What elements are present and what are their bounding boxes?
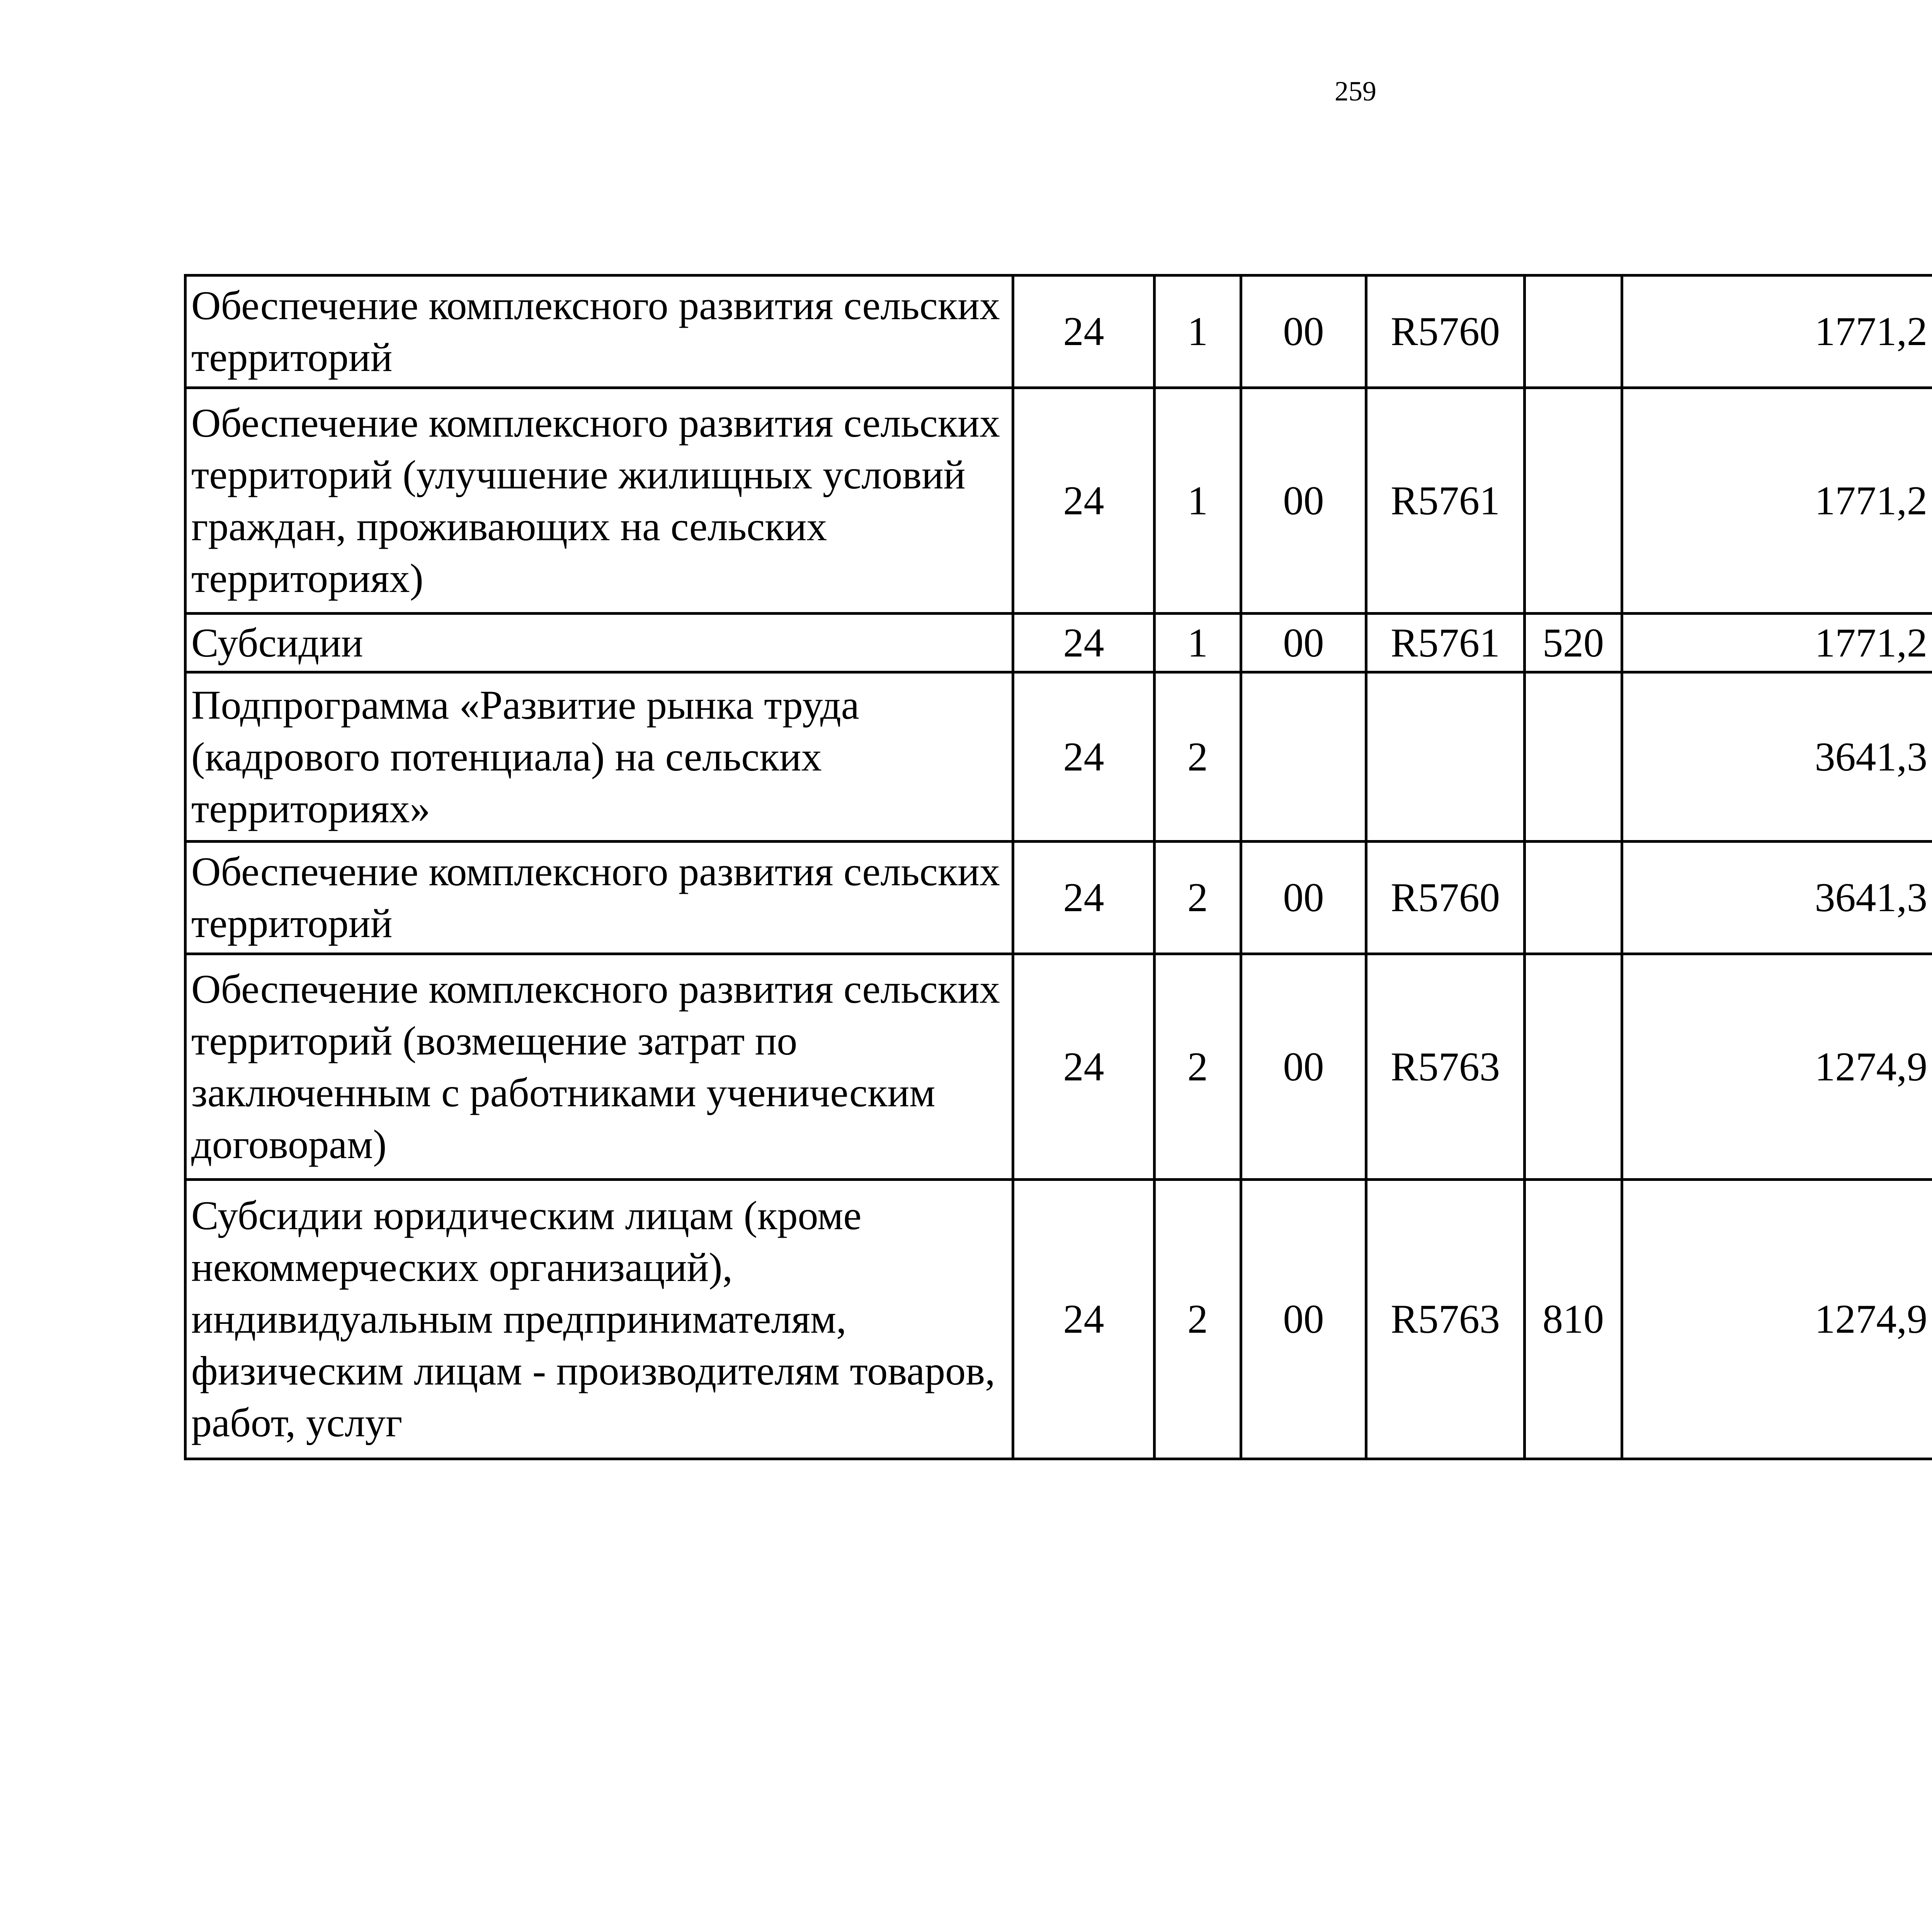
year1-amount-cell: 3641,3 — [1622, 672, 1932, 842]
activity-code-cell: 00 — [1241, 954, 1366, 1180]
program-code-cell: 24 — [1013, 276, 1155, 388]
program-code-cell: 24 — [1013, 672, 1155, 842]
direction-code-cell: R5760 — [1366, 842, 1525, 954]
program-code-cell: 24 — [1013, 842, 1155, 954]
subprogram-code-cell: 1 — [1155, 614, 1241, 672]
year1-amount-cell: 1771,2 — [1622, 388, 1932, 614]
table-row — [185, 614, 1932, 672]
activity-code-cell: 00 — [1241, 614, 1366, 672]
year1-amount-cell: 3641,3 — [1622, 842, 1932, 954]
subprogram-code-cell: 2 — [1155, 672, 1241, 842]
direction-code-cell: R5763 — [1366, 1180, 1525, 1459]
subprogram-code-cell: 1 — [1155, 276, 1241, 388]
row-name-cell: Обеспечение комплексного развития сельских территорий — [185, 276, 1013, 388]
program-code-cell: 24 — [1013, 388, 1155, 614]
table-row — [185, 842, 1932, 954]
year1-amount-cell: 1771,2 — [1622, 276, 1932, 388]
expense-type-cell — [1525, 388, 1622, 614]
activity-code-cell: 00 — [1241, 1180, 1366, 1459]
activity-code-cell: 00 — [1241, 842, 1366, 954]
activity-code-cell: 00 — [1241, 388, 1366, 614]
subprogram-code-cell: 2 — [1155, 954, 1241, 1180]
program-code-cell: 24 — [1013, 614, 1155, 672]
table-row — [185, 954, 1932, 1180]
direction-code-cell: R5760 — [1366, 276, 1525, 388]
expense-type-cell: 520 — [1525, 614, 1622, 672]
program-code-cell: 24 — [1013, 1180, 1155, 1459]
expense-type-cell — [1525, 672, 1622, 842]
subprogram-code-cell: 1 — [1155, 388, 1241, 614]
subprogram-code-cell: 2 — [1155, 1180, 1241, 1459]
row-name-cell: Обеспечение комплексного развития сельских территорий (возмещение затрат по заключенным с работниками ученическим договорам) — [185, 954, 1013, 1180]
row-name-cell: Обеспечение комплексного развития сельских территорий (улучшение жилищных условий граждан, проживающих на сельских территориях) — [185, 388, 1013, 614]
table-row — [185, 388, 1932, 614]
activity-code-cell: 00 — [1241, 276, 1366, 388]
expense-type-cell — [1525, 954, 1622, 1180]
page-number: 259 — [1335, 76, 1376, 107]
expense-type-cell — [1525, 842, 1622, 954]
expense-type-cell — [1525, 276, 1622, 388]
year1-amount-cell: 1771,2 — [1622, 614, 1932, 672]
direction-code-cell: R5761 — [1366, 388, 1525, 614]
year1-amount-cell: 1274,9 — [1622, 954, 1932, 1180]
table-row — [185, 276, 1932, 388]
row-name-cell: Обеспечение комплексного развития сельских территорий — [185, 842, 1013, 954]
row-name-cell: Подпрограмма «Развитие рынка труда (кадрового потенциала) на сельских территориях» — [185, 672, 1013, 842]
program-code-cell: 24 — [1013, 954, 1155, 1180]
direction-code-cell: R5761 — [1366, 614, 1525, 672]
direction-code-cell: R5763 — [1366, 954, 1525, 1180]
expense-type-cell: 810 — [1525, 1180, 1622, 1459]
row-name-cell: Субсидии юридическим лицам (кроме некоммерческих организаций), индивидуальным предпринимателям, физическим лицам - производителям товаров, работ, услуг — [185, 1180, 1013, 1459]
table-row — [185, 672, 1932, 842]
subprogram-code-cell: 2 — [1155, 842, 1241, 954]
table-row — [185, 1180, 1932, 1459]
direction-code-cell — [1366, 672, 1525, 842]
row-name-cell: Субсидии — [185, 614, 1013, 672]
budget-table — [184, 274, 1932, 1460]
activity-code-cell — [1241, 672, 1366, 842]
year1-amount-cell: 1274,9 — [1622, 1180, 1932, 1459]
